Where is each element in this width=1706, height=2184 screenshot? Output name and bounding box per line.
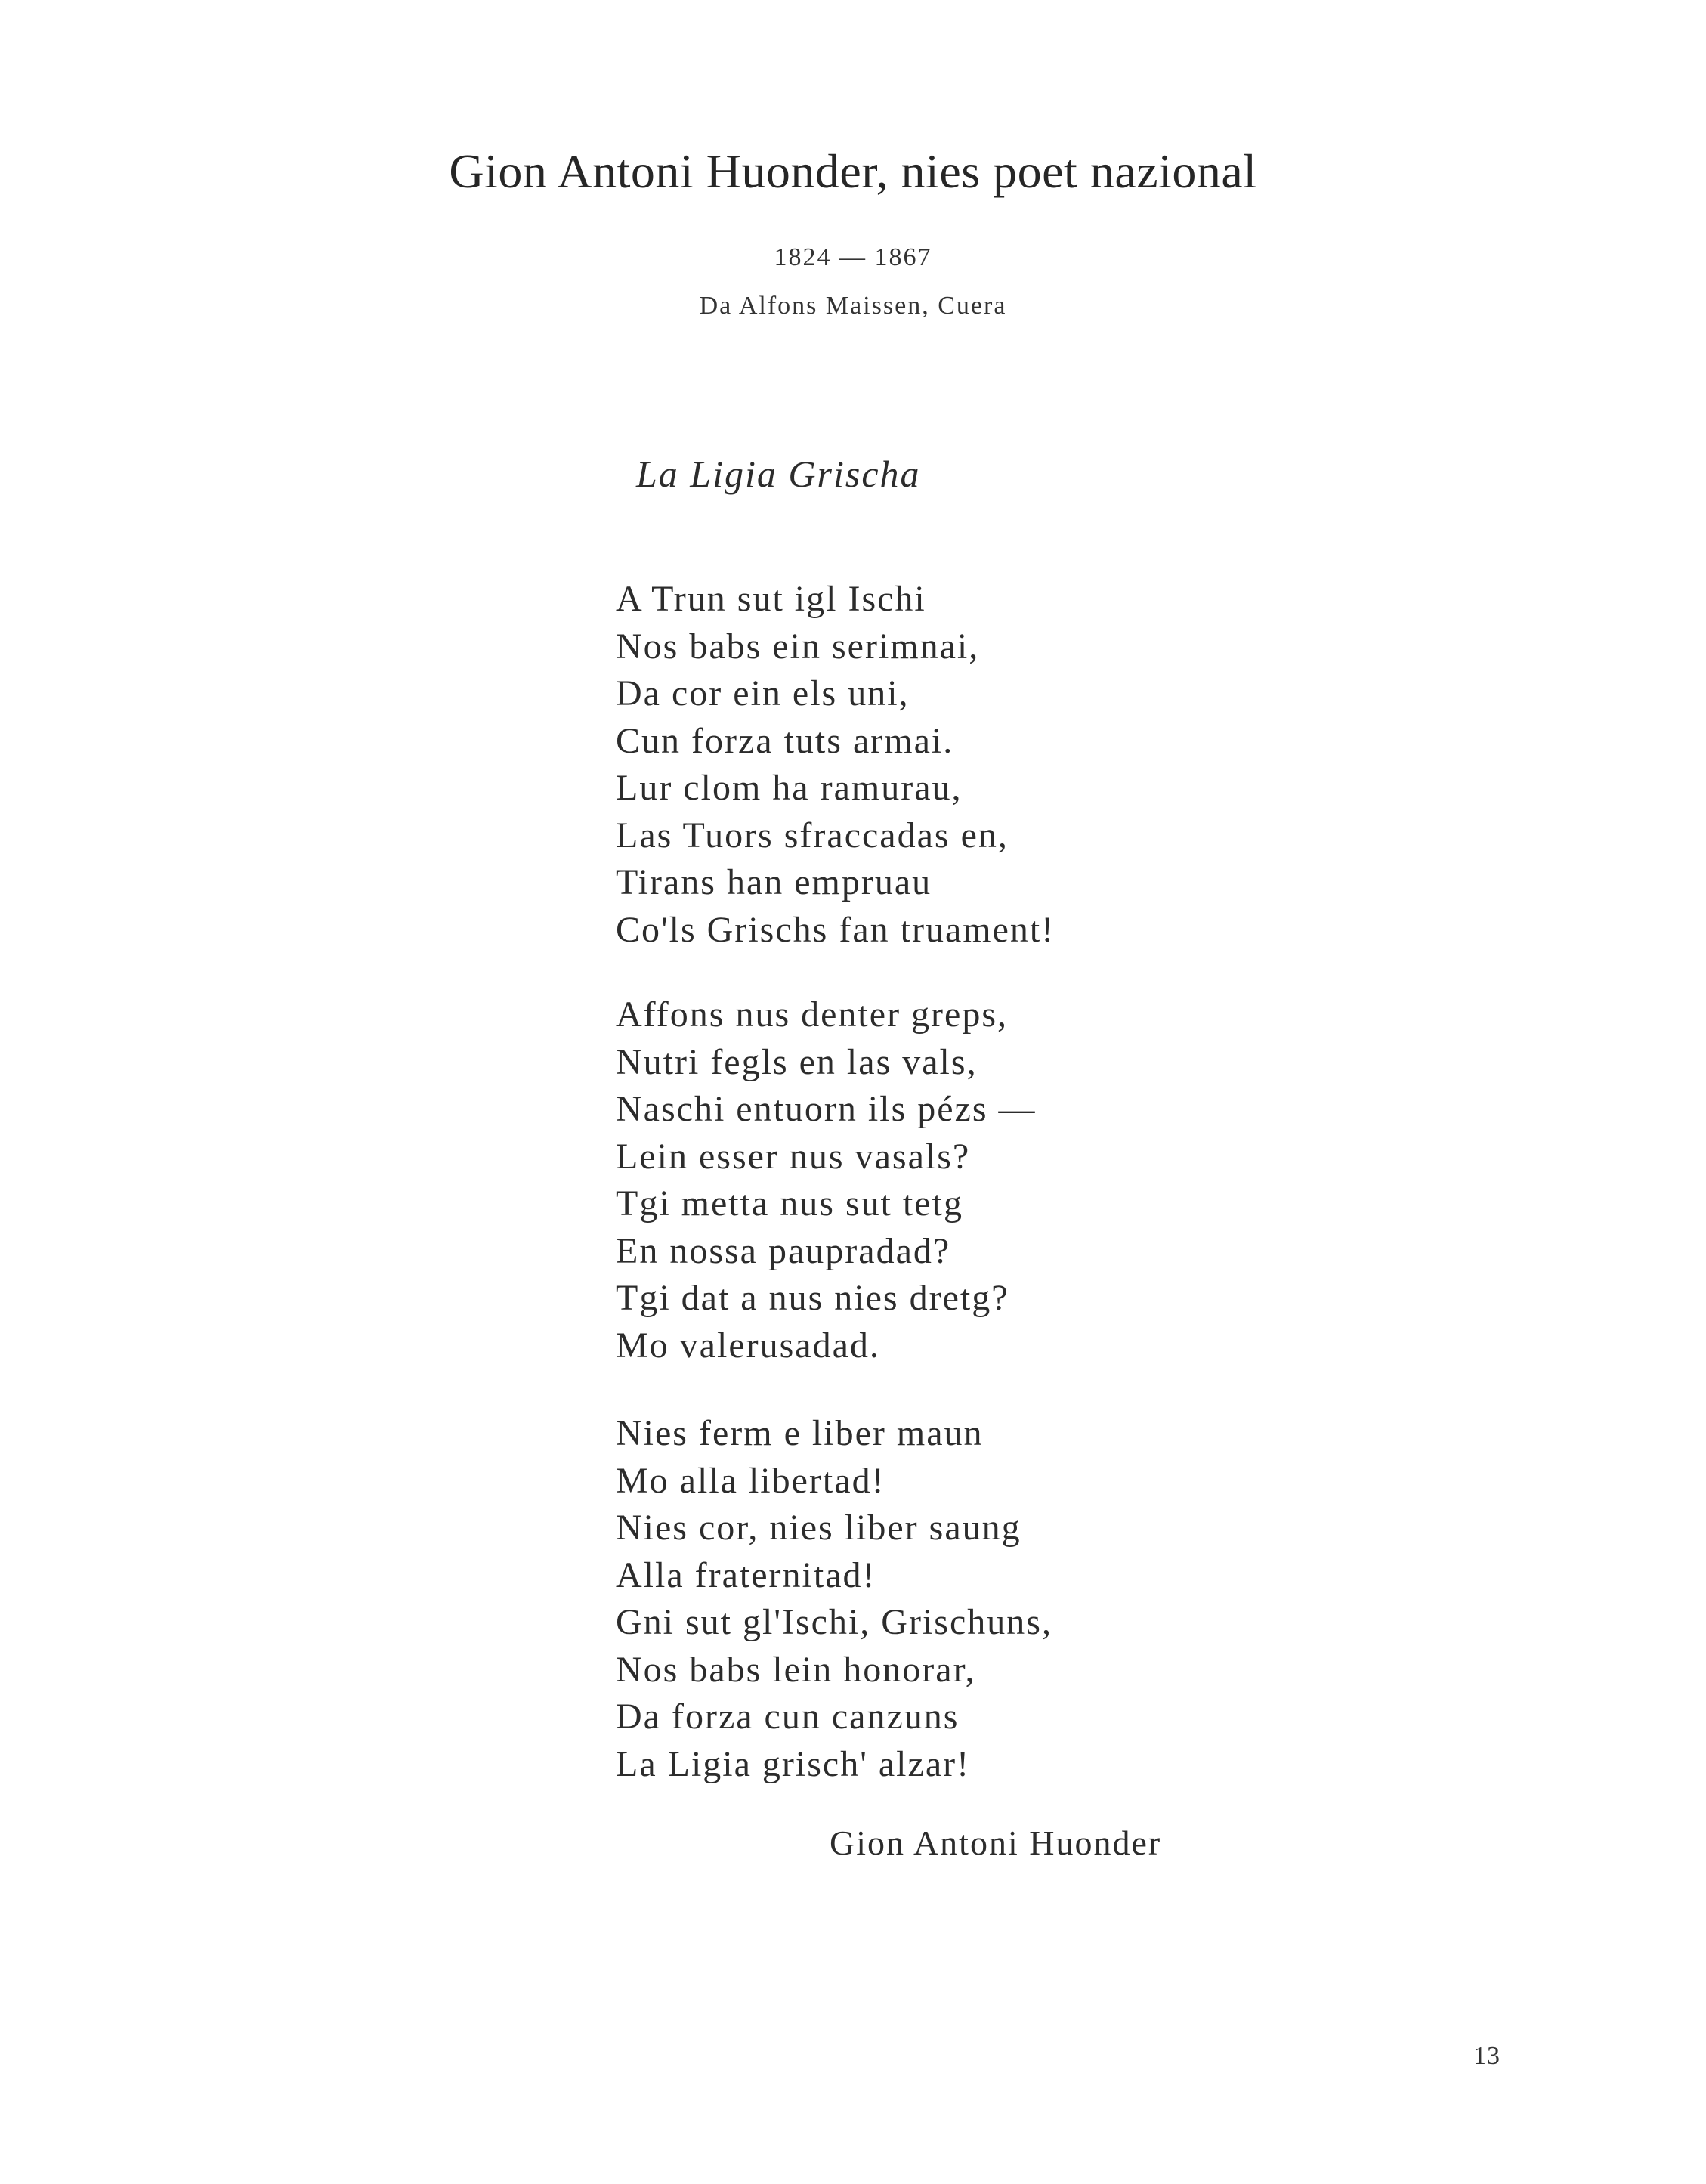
poem-line: Nies cor, nies liber saung [616, 1508, 1021, 1548]
poem-line: Nos babs lein honorar, [616, 1649, 976, 1690]
life-years: 1824 — 1867 [774, 243, 932, 271]
poem-line: Da forza cun canzuns [616, 1697, 960, 1737]
stanza-1 [616, 576, 1055, 954]
poem-signature: Gion Antoni Huonder [830, 1824, 1162, 1862]
poem-line: Lein esser nus vasals? [616, 1136, 971, 1177]
poem-line: Tgi metta nus sut tetg [616, 1183, 963, 1223]
poem-line: A Trun sut igl Ischi [616, 579, 926, 619]
poem-line: Gni sut gl'Ischi, Grischuns, [616, 1602, 1052, 1642]
poem-line: Mo alla libertad! [616, 1460, 885, 1501]
poem-line: Alla fraternitad! [616, 1554, 876, 1595]
poem-line: Nos babs ein serimnai, [616, 626, 980, 667]
stanza-3 [616, 1410, 1052, 1788]
poem-line: Nies ferm e liber maun [616, 1413, 984, 1453]
poem-title: La Ligia Grischa [636, 453, 921, 495]
poem-line: Nutri fegls en las vals, [616, 1041, 978, 1082]
poem-line: Co'ls Grischs fan truament! [616, 909, 1055, 950]
poem-line: La Ligia grisch' alzar! [616, 1743, 971, 1784]
poem-line: Tirans han empruau [616, 862, 932, 902]
poem-line: Naschi entuorn ils pézs — [616, 1089, 1037, 1129]
poem-line: Las Tuors sfraccadas en, [616, 815, 1009, 855]
stanza-2 [616, 991, 1037, 1369]
poem-line: En nossa paupradad? [616, 1230, 951, 1271]
poem-line: Da cor ein els uni, [616, 673, 910, 713]
poem-line: Lur clom ha ramurau, [616, 768, 963, 808]
page-number: 13 [1473, 2042, 1500, 2070]
poem-line: Tgi dat a nus nies dretg? [616, 1278, 1009, 1318]
poem-line: Cun forza tuts armai. [616, 720, 954, 761]
byline: Da Alfons Maissen, Cuera [699, 292, 1007, 320]
poem-line: Mo valerusadad. [616, 1325, 880, 1366]
page-title: Gion Antoni Huonder, nies poet nazional [449, 144, 1257, 198]
poem-line: Affons nus denter greps, [616, 995, 1009, 1035]
